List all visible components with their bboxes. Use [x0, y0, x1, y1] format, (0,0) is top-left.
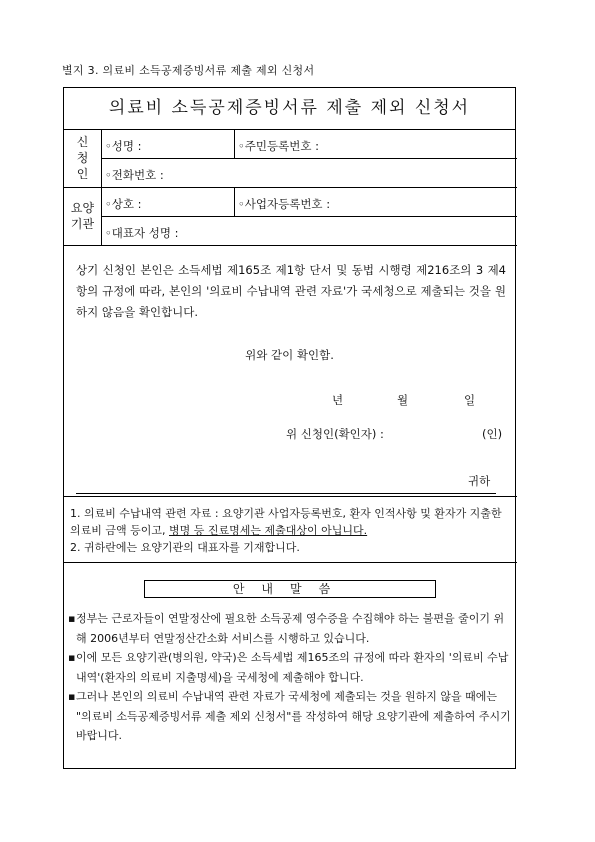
note-1: 1. 의료비 수납내역 관련 자료 : 요양기관 사업자등록번호, 환자 인적사항 및 환자가 지출한 의료비 금액 등이고, — [70, 507, 502, 537]
trade-name-field[interactable]: ◦상호 : — [105, 197, 142, 211]
addressee-text: 귀하 — [468, 474, 491, 488]
guide-item: ▪ 정부는 근로자들이 연말정산에 필요한 소득공제 영수증을 수집해야 하는 불편을 줄이기 위해 2006년부터 연말정산간소화 서비스를 시행하고 있습니다. — [68, 609, 514, 648]
phone-field[interactable]: ◦전화번호 : — [105, 168, 164, 182]
date-day[interactable]: 일 — [464, 393, 476, 407]
guide-item: ▪ 이에 모든 요양기관(병의원, 약국)은 소득세법 제165조의 규정에 따라 환자의 '의료비 수납내역'(환자의 의료비 지출명세)을 국세청에 제출해야 합니다. — [68, 648, 514, 687]
guide-list — [68, 609, 514, 746]
note-1-underlined: 병명 등 진료명세는 제출대상이 아닙니다. — [169, 524, 368, 537]
form-title: 의료비 소득공제증빙서류 제출 제외 신청서 — [64, 88, 515, 130]
institution-label: 요양 기관 — [70, 201, 95, 231]
applicant-label: 신 청 인 — [76, 135, 89, 181]
block-divider — [64, 496, 517, 497]
row-divider — [101, 216, 517, 217]
statement-text: 상기 신청인 본인은 소득세법 제165조 제1항 단서 및 동법 시행령 제216조의 3 제4항의 규정에 따라, 본인의 '의료비 수납내역 관련 자료'가 국세청으로 제출되는 것을 원하지 않음을 확인합니다. — [76, 263, 506, 319]
guide-heading: 안내말씀 — [144, 580, 436, 598]
representative-field[interactable]: ◦대표자 성명 : — [105, 226, 179, 240]
rrn-field[interactable]: ◦주민등록번호 : — [238, 139, 319, 153]
biz-reg-field[interactable]: ◦사업자등록번호 : — [238, 197, 331, 211]
application-form — [63, 87, 516, 769]
confirm-text: 위와 같이 확인함. — [245, 348, 334, 362]
notes — [70, 505, 510, 556]
block-divider — [64, 245, 517, 246]
date-month[interactable]: 월 — [397, 393, 409, 407]
name-field[interactable]: ◦성명 : — [105, 139, 142, 153]
col-divider — [234, 187, 235, 216]
col-divider — [234, 129, 235, 158]
guide-item: ▪ 그러나 본인의 의료비 수납내역 관련 자료가 국세청에 제출되는 것을 원하지 않을 때에는 "의료비 소득공제증빙서류 제출 제외 신청서"를 작성하여 해당 요양기관에 제출하여 주시기 바랍니다. — [68, 687, 514, 746]
seal-mark[interactable]: (인) — [482, 427, 503, 441]
bullet-icon: ▪ — [68, 651, 76, 664]
row-divider — [101, 158, 517, 159]
bullet-icon: ▪ — [68, 612, 76, 625]
note-2: 2. 귀하란에는 요양기관의 대표자를 기재합니다. — [70, 541, 300, 554]
addressee-line — [76, 493, 496, 494]
bullet-icon: ▪ — [68, 690, 76, 703]
block-divider — [64, 562, 517, 563]
date-year[interactable]: 년 — [332, 393, 344, 407]
signer-label: 위 신청인(확인자) : — [286, 427, 384, 441]
block-divider — [64, 187, 517, 188]
annex-label: 별지 3. 의료비 소득공제증빙서류 제출 제외 신청서 — [62, 64, 315, 77]
